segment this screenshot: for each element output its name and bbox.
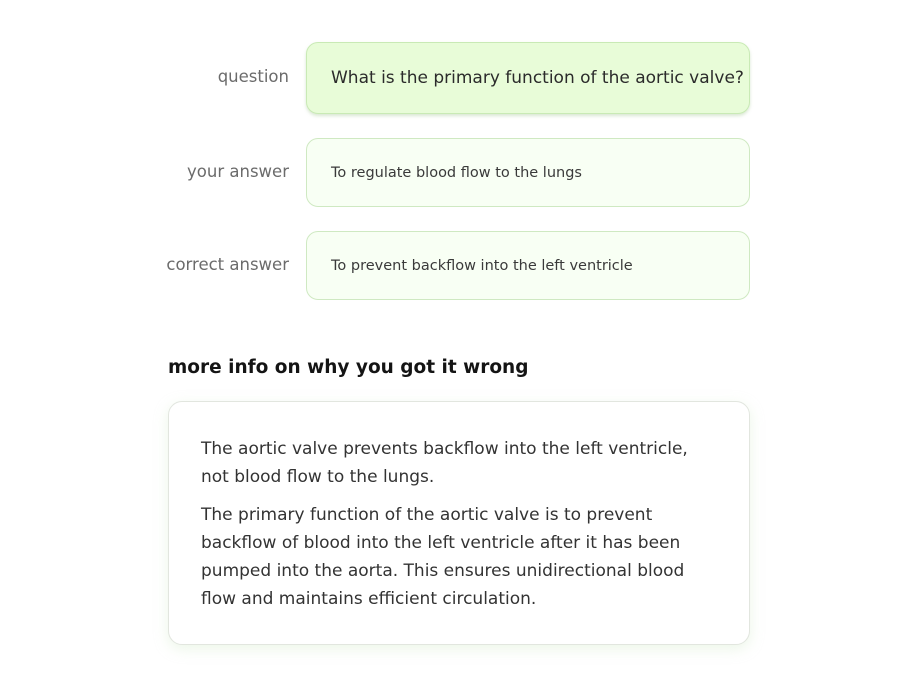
your-answer-label: your answer (187, 162, 289, 181)
explanation-paragraph: The primary function of the aortic valve is to prevent backflow of blood into the left ventricle after it has been pumped into the aorta. This ensures unidirectional blood flow and maintains efficient circulation. (201, 505, 685, 609)
your-answer-text: To regulate blood flow to the lungs (331, 164, 582, 181)
your-answer-box (306, 138, 750, 207)
question-label: question (217, 67, 289, 86)
correct-answer-text: To prevent backflow into the left ventricle (331, 257, 633, 274)
correct-answer-box (306, 231, 750, 300)
correct-answer-label: correct answer (166, 255, 289, 274)
explanation-title: more info on why you got it wrong (168, 357, 529, 378)
question-text: What is the primary function of the aortic valve? (331, 68, 744, 88)
explanation-card (168, 401, 750, 645)
question-box (306, 42, 750, 114)
explanation-paragraph: The aortic valve prevents backflow into the left ventricle, not blood flow to the lungs. (201, 439, 688, 487)
